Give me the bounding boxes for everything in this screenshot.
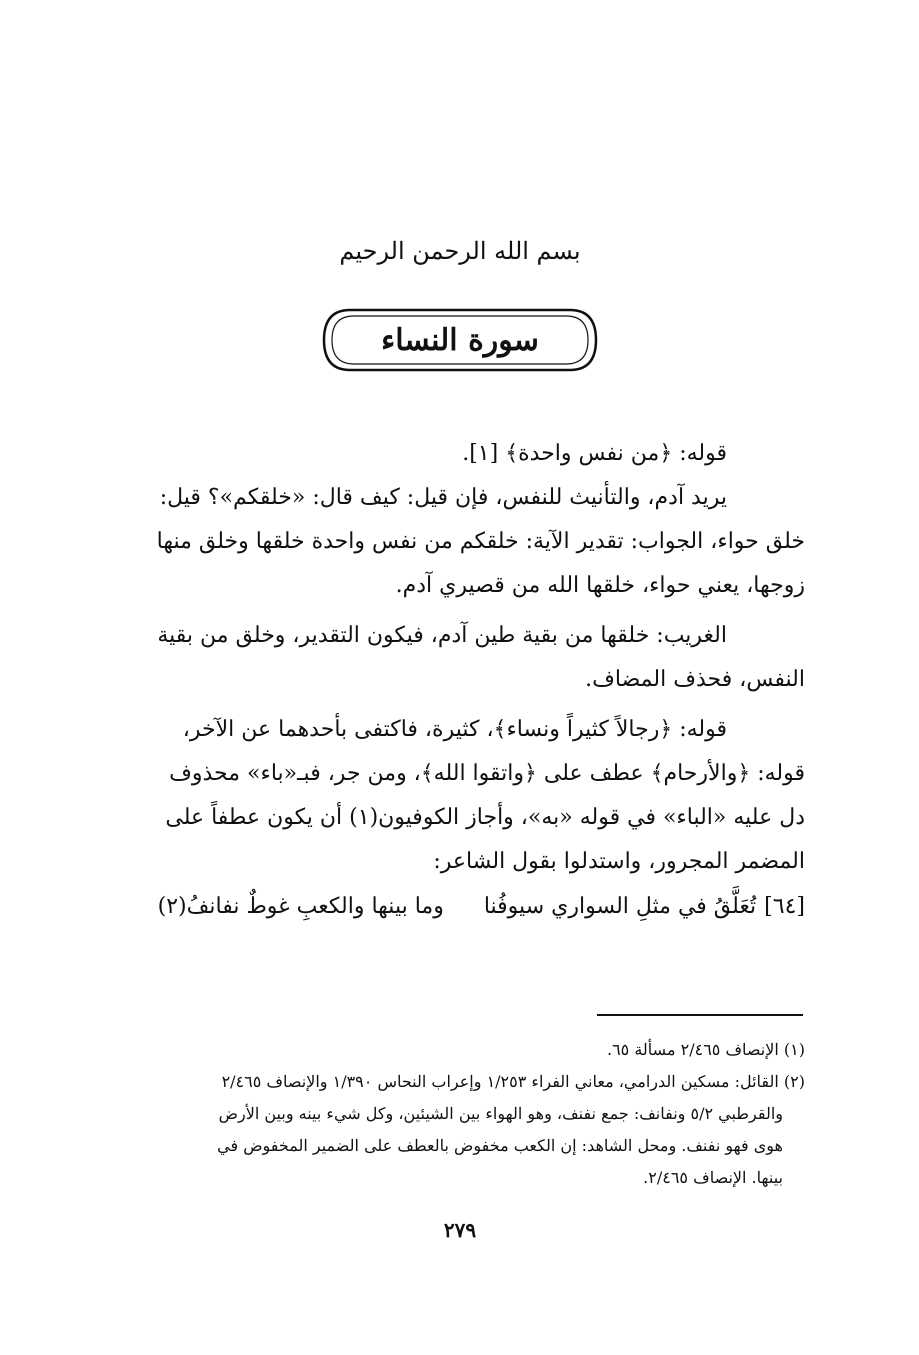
basmala-heading [300, 215, 620, 265]
paragraph-line: خلق حواء، الجواب: تقدير الآية: خلقكم من نفس واحدة خلقها وخلق منها [156, 529, 805, 554]
footnote-line: والقرطبي ٥/٢ ونفانف: جمع نفنف، وهو الهواء بين الشيئين، وكل شيء بينه وبين الأرض [218, 1104, 783, 1123]
poetry-verse [105, 885, 805, 929]
paragraph-line: زوجها، يعني حواء، خلقها الله من قصيري آدم. [395, 573, 805, 598]
footnote-line: هوى فهو نفنف. ومحل الشاهد: إن الكعب مخفوض بالعطف على الضمير المخفوض في [217, 1136, 783, 1155]
footnote-line: بينها. الإنصاف ٢/٤٦٥. [643, 1168, 783, 1187]
footnotes [105, 1034, 805, 1194]
paragraph-line: دل عليه «الباء» في قوله «به»، وأجاز الكوفيون(١) أن يكون عطفاً على [165, 805, 805, 830]
paragraph-line: يريد آدم، والتأنيث للنفس، فإن قيل: كيف قال: «خلقكم»؟ قيل: [159, 485, 727, 510]
verse-first-hemistich: تُعَلَّقُ في مثلِ السواري سيوفُنا [483, 894, 757, 919]
paragraph-line: الغريب: خلقها من بقية طين آدم، فيكون التقدير، وخلق من بقية [157, 623, 727, 648]
paragraph-line: المضمر المجرور، واستدلوا بقول الشاعر: [433, 849, 805, 874]
surah-title-cartouche [320, 306, 600, 374]
verse-second-hemistich: وما بينها والكعبِ غوطٌ نفانفُ(٢) [157, 894, 444, 919]
verse-number: [٦٤] [764, 894, 805, 919]
footnote-line: (١) الإنصاف ٢/٤٦٥ مسألة ٦٥. [606, 1040, 805, 1059]
paragraph-line: النفس، فحذف المضاف. [585, 667, 805, 692]
main-text [105, 432, 805, 884]
page-number: ٢٧٩ [443, 1218, 477, 1242]
paragraph-line: قوله: ﴿رجالاً كثيراً ونساء﴾، كثيرة، فاكتفى بأحدهما عن الآخر، [182, 717, 727, 742]
footnote-separator [597, 1014, 803, 1016]
paragraph-line: قوله: ﴿والأرحام﴾ عطف على ﴿واتقوا الله﴾، ومن جر، فبـ«باء» محذوف [169, 761, 805, 786]
paragraph-line: قوله: ﴿من نفس واحدة﴾ [١]. [462, 441, 727, 466]
basmala-text: بسم الله الرحمن الرحيم [339, 237, 581, 265]
footnote-line: (٢) القائل: مسكين الدرامي، معاني الفراء ١/٢٥٣ وإعراب النحاس ١/٣٩٠ والإنصاف ٢/٤٦٥ [221, 1072, 805, 1091]
surah-title: سورة النساء [381, 322, 539, 358]
